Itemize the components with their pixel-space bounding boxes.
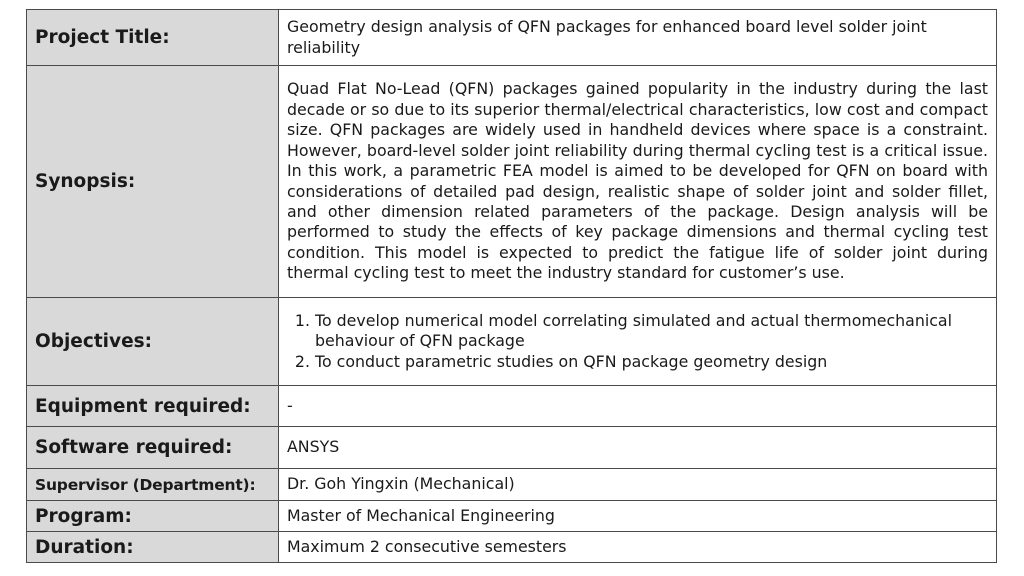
supervisor-value: Dr. Goh Yingxin (Mechanical) <box>279 469 997 501</box>
program-label: Program: <box>27 501 279 532</box>
program-row <box>27 501 997 532</box>
project-title-value: Geometry design analysis of QFN packages for enhanced board level solder joint reliability <box>279 10 997 66</box>
equipment-value: - <box>279 386 997 427</box>
equipment-label: Equipment required: <box>27 386 279 427</box>
objectives-list <box>287 311 988 372</box>
objectives-label: Objectives: <box>27 298 279 386</box>
supervisor-row <box>27 469 997 501</box>
duration-label: Duration: <box>27 532 279 563</box>
objective-item: 1. To develop numerical model correlating simulated and actual thermomechanical behaviour of QFN package <box>315 311 988 352</box>
synopsis-label: Synopsis: <box>27 66 279 298</box>
objectives-value <box>279 298 997 386</box>
duration-row <box>27 532 997 563</box>
supervisor-label: Supervisor (Department): <box>27 469 279 501</box>
project-info-table <box>26 9 997 563</box>
objective-item: 2. To conduct parametric studies on QFN package geometry design <box>315 352 988 372</box>
software-label: Software required: <box>27 427 279 469</box>
duration-value: Maximum 2 consecutive semesters <box>279 532 997 563</box>
project-title-label: Project Title: <box>27 10 279 66</box>
synopsis-row <box>27 66 997 298</box>
software-row <box>27 427 997 469</box>
project-title-row <box>27 10 997 66</box>
equipment-row <box>27 386 997 427</box>
synopsis-value: Quad Flat No-Lead (QFN) packages gained popularity in the industry during the last decade or so due to its superior thermal/electrical characteristics, low cost and compact size. QFN packages are widely used in handheld devices where space is a constraint. However, board-level solder joint reliability during thermal cycling test is a critical issue. In this work, a parametric FEA model is aimed to be developed for QFN on board with considerations of detailed pad design, realistic shape of solder joint and solder fillet, and other dimension related parameters of the package. Design analysis will be performed to study the effects of key package dimensions and thermal cycling test condition. This model is expected to predict the fatigue life of solder joint during thermal cycling test to meet the industry standard for customer’s use. <box>279 66 997 298</box>
program-value: Master of Mechanical Engineering <box>279 501 997 532</box>
software-value: ANSYS <box>279 427 997 469</box>
objectives-row <box>27 298 997 386</box>
